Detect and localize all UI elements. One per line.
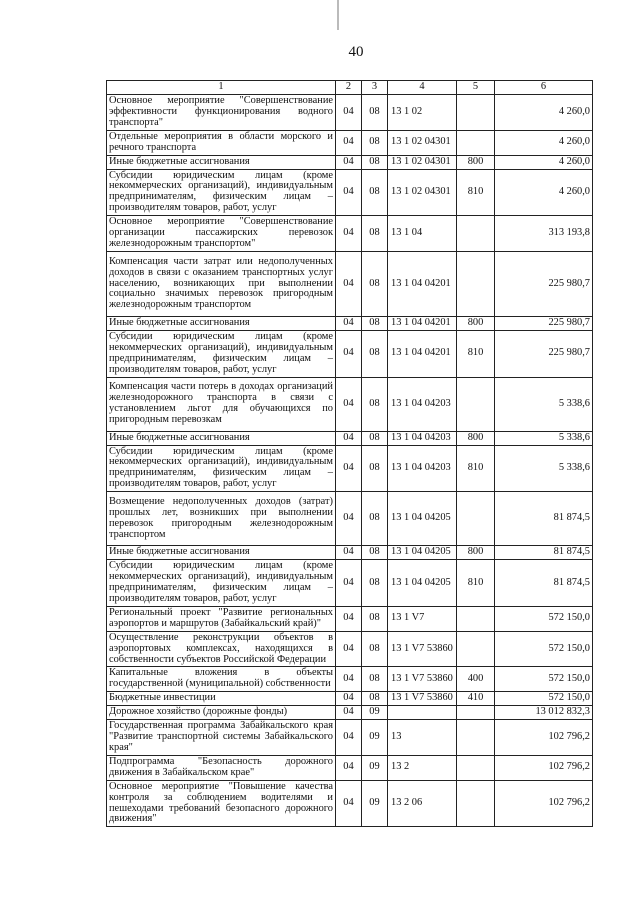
row-amount-cell: 313 193,8: [495, 216, 593, 252]
row-subsection-cell: 08: [362, 546, 388, 560]
row-section-cell: 04: [336, 606, 362, 631]
row-name-cell: Компенсация части потерь в доходах организаций железнодорожного транспорта в связи с установлением льгот для обучающихся по пригородным перевозкам: [107, 377, 336, 431]
row-amount-cell: 13 012 832,3: [495, 706, 593, 720]
row-target-article-cell: 13: [388, 720, 457, 756]
row-subsection-cell: 08: [362, 216, 388, 252]
row-amount-cell: 4 260,0: [495, 155, 593, 169]
row-name-cell: Иные бюджетные ассигнования: [107, 316, 336, 330]
table-row: [107, 377, 593, 431]
row-expense-type-cell: [457, 492, 495, 546]
row-amount-cell: 4 260,0: [495, 95, 593, 131]
table-row: [107, 169, 593, 216]
row-section-cell: 04: [336, 316, 362, 330]
row-amount-cell: 225 980,7: [495, 330, 593, 377]
table-row: [107, 706, 593, 720]
row-expense-type-cell: 800: [457, 316, 495, 330]
row-target-article-cell: [388, 706, 457, 720]
row-subsection-cell: 08: [362, 251, 388, 316]
row-expense-type-cell: 810: [457, 330, 495, 377]
row-subsection-cell: 08: [362, 445, 388, 492]
row-target-article-cell: 13 1 04 04203: [388, 377, 457, 431]
row-target-article-cell: 13 1 02 04301: [388, 169, 457, 216]
row-target-article-cell: 13 1 04 04201: [388, 251, 457, 316]
row-expense-type-cell: 400: [457, 667, 495, 692]
row-target-article-cell: 13 1 04 04205: [388, 560, 457, 607]
row-amount-cell: 5 338,6: [495, 445, 593, 492]
row-expense-type-cell: [457, 216, 495, 252]
row-subsection-cell: 08: [362, 631, 388, 667]
row-amount-cell: 4 260,0: [495, 169, 593, 216]
header-cell: 6: [495, 81, 593, 95]
row-subsection-cell: 08: [362, 377, 388, 431]
table-row: [107, 492, 593, 546]
row-amount-cell: 102 796,2: [495, 780, 593, 827]
row-subsection-cell: 08: [362, 606, 388, 631]
header-cell: 1: [107, 81, 336, 95]
row-expense-type-cell: [457, 130, 495, 155]
row-expense-type-cell: 810: [457, 169, 495, 216]
table-row: [107, 95, 593, 131]
row-section-cell: 04: [336, 667, 362, 692]
row-target-article-cell: 13 1 V7: [388, 606, 457, 631]
row-name-cell: Иные бюджетные ассигнования: [107, 546, 336, 560]
row-subsection-cell: 08: [362, 560, 388, 607]
row-amount-cell: 81 874,5: [495, 560, 593, 607]
row-name-cell: Региональный проект "Развитие региональных аэропортов и маршрутов (Забайкальский край)": [107, 606, 336, 631]
table-row: [107, 130, 593, 155]
row-expense-type-cell: 810: [457, 445, 495, 492]
row-amount-cell: 5 338,6: [495, 377, 593, 431]
row-amount-cell: 572 150,0: [495, 692, 593, 706]
row-expense-type-cell: [457, 780, 495, 827]
table-row: [107, 216, 593, 252]
table-row: [107, 546, 593, 560]
row-target-article-cell: 13 1 02: [388, 95, 457, 131]
row-name-cell: Дорожное хозяйство (дорожные фонды): [107, 706, 336, 720]
table-row: [107, 667, 593, 692]
table-row: [107, 330, 593, 377]
row-name-cell: Компенсация части затрат или недополученных доходов в связи с оказанием транспортных услуг населению, возникающих при выполнении социально значимых перевозок пригородным железнодорожным транспортом: [107, 251, 336, 316]
row-section-cell: 04: [336, 720, 362, 756]
row-subsection-cell: 08: [362, 155, 388, 169]
header-cell: 5: [457, 81, 495, 95]
table-row: [107, 316, 593, 330]
row-expense-type-cell: 810: [457, 560, 495, 607]
row-amount-cell: 225 980,7: [495, 316, 593, 330]
row-name-cell: Государственная программа Забайкальского края "Развитие транспортной системы Забайкальского края": [107, 720, 336, 756]
row-subsection-cell: 08: [362, 130, 388, 155]
row-subsection-cell: 08: [362, 431, 388, 445]
row-expense-type-cell: [457, 606, 495, 631]
row-section-cell: 04: [336, 546, 362, 560]
row-subsection-cell: 08: [362, 492, 388, 546]
row-target-article-cell: 13 1 04 04203: [388, 431, 457, 445]
header-cell: 2: [336, 81, 362, 95]
row-section-cell: 04: [336, 251, 362, 316]
row-expense-type-cell: [457, 720, 495, 756]
row-amount-cell: 102 796,2: [495, 755, 593, 780]
row-section-cell: 04: [336, 169, 362, 216]
row-target-article-cell: 13 1 04 04201: [388, 330, 457, 377]
row-amount-cell: 572 150,0: [495, 667, 593, 692]
row-subsection-cell: 09: [362, 755, 388, 780]
header-cell: 4: [388, 81, 457, 95]
row-section-cell: 04: [336, 560, 362, 607]
row-expense-type-cell: [457, 377, 495, 431]
row-amount-cell: 572 150,0: [495, 631, 593, 667]
row-expense-type-cell: [457, 95, 495, 131]
row-target-article-cell: 13 1 04: [388, 216, 457, 252]
row-name-cell: Возмещение недополученных доходов (затрат) прошлых лет, возникших при выполнении перевозок пригородным железнодорожным транспортом: [107, 492, 336, 546]
row-amount-cell: 4 260,0: [495, 130, 593, 155]
row-name-cell: Основное мероприятие "Совершенствование эффективности функционирования водного транспорта": [107, 95, 336, 131]
row-subsection-cell: 08: [362, 169, 388, 216]
row-amount-cell: 81 874,5: [495, 492, 593, 546]
row-name-cell: Подпрограмма "Безопасность дорожного движения в Забайкальском крае": [107, 755, 336, 780]
row-expense-type-cell: [457, 631, 495, 667]
row-expense-type-cell: [457, 251, 495, 316]
table-row: [107, 445, 593, 492]
row-name-cell: Субсидии юридическим лицам (кроме некоммерческих организаций), индивидуальным предпринимателям, физическим лицам – производителям товаров, работ, услуг: [107, 330, 336, 377]
row-target-article-cell: 13 1 04 04205: [388, 546, 457, 560]
scan-mark: [337, 0, 339, 30]
row-section-cell: 04: [336, 492, 362, 546]
row-section-cell: 04: [336, 631, 362, 667]
row-section-cell: 04: [336, 330, 362, 377]
row-section-cell: 04: [336, 692, 362, 706]
table-row: [107, 631, 593, 667]
row-section-cell: 04: [336, 95, 362, 131]
row-name-cell: Субсидии юридическим лицам (кроме некоммерческих организаций), индивидуальным предпринимателям, физическим лицам – производителям товаров, работ, услуг: [107, 445, 336, 492]
row-name-cell: Иные бюджетные ассигнования: [107, 155, 336, 169]
row-name-cell: Субсидии юридическим лицам (кроме некоммерческих организаций), индивидуальным предпринимателям, физическим лицам – производителям товаров, работ, услуг: [107, 169, 336, 216]
row-expense-type-cell: 410: [457, 692, 495, 706]
row-target-article-cell: 13 1 V7 53860: [388, 667, 457, 692]
table-row: [107, 692, 593, 706]
row-target-article-cell: 13 2: [388, 755, 457, 780]
row-amount-cell: 572 150,0: [495, 606, 593, 631]
row-name-cell: Осуществление реконструкции объектов в аэропортовых комплексах, находящихся в собственности субъектов Российской Федерации: [107, 631, 336, 667]
row-target-article-cell: 13 1 04 04205: [388, 492, 457, 546]
table-row: [107, 560, 593, 607]
budget-table: [106, 80, 593, 827]
table-row: [107, 720, 593, 756]
row-amount-cell: 81 874,5: [495, 546, 593, 560]
table-row: [107, 431, 593, 445]
row-expense-type-cell: 800: [457, 546, 495, 560]
row-subsection-cell: 09: [362, 780, 388, 827]
row-target-article-cell: 13 1 V7 53860: [388, 692, 457, 706]
table-row: [107, 780, 593, 827]
row-target-article-cell: 13 1 02 04301: [388, 155, 457, 169]
row-expense-type-cell: [457, 755, 495, 780]
row-section-cell: 04: [336, 155, 362, 169]
row-subsection-cell: 08: [362, 316, 388, 330]
row-amount-cell: 102 796,2: [495, 720, 593, 756]
row-subsection-cell: 09: [362, 720, 388, 756]
row-target-article-cell: 13 1 V7 53860: [388, 631, 457, 667]
row-target-article-cell: 13 1 04 04203: [388, 445, 457, 492]
row-target-article-cell: 13 1 04 04201: [388, 316, 457, 330]
row-name-cell: Субсидии юридическим лицам (кроме некоммерческих организаций), индивидуальным предпринимателям, физическим лицам – производителям товаров, работ, услуг: [107, 560, 336, 607]
row-target-article-cell: 13 2 06: [388, 780, 457, 827]
row-section-cell: 04: [336, 130, 362, 155]
row-section-cell: 04: [336, 216, 362, 252]
row-amount-cell: 5 338,6: [495, 431, 593, 445]
row-name-cell: Бюджетные инвестиции: [107, 692, 336, 706]
row-amount-cell: 225 980,7: [495, 251, 593, 316]
row-target-article-cell: 13 1 02 04301: [388, 130, 457, 155]
table-row: [107, 755, 593, 780]
row-name-cell: Отдельные мероприятия в области морского и речного транспорта: [107, 130, 336, 155]
row-subsection-cell: 08: [362, 330, 388, 377]
header-cell: 3: [362, 81, 388, 95]
row-expense-type-cell: 800: [457, 431, 495, 445]
header-row: [107, 81, 593, 95]
row-subsection-cell: 09: [362, 706, 388, 720]
table-row: [107, 251, 593, 316]
row-section-cell: 04: [336, 431, 362, 445]
row-section-cell: 04: [336, 780, 362, 827]
table-row: [107, 606, 593, 631]
row-expense-type-cell: 800: [457, 155, 495, 169]
page-number: 40: [348, 44, 364, 60]
row-section-cell: 04: [336, 445, 362, 492]
row-section-cell: 04: [336, 755, 362, 780]
table-row: [107, 155, 593, 169]
row-name-cell: Основное мероприятие "Повышение качества контроля за соблюдением водителями и пешеходами требований безопасного дорожного движения": [107, 780, 336, 827]
row-name-cell: Иные бюджетные ассигнования: [107, 431, 336, 445]
row-section-cell: 04: [336, 706, 362, 720]
row-subsection-cell: 08: [362, 95, 388, 131]
row-subsection-cell: 08: [362, 692, 388, 706]
row-name-cell: Капитальные вложения в объекты государственной (муниципальной) собственности: [107, 667, 336, 692]
row-subsection-cell: 08: [362, 667, 388, 692]
row-expense-type-cell: [457, 706, 495, 720]
row-name-cell: Основное мероприятие "Совершенствование организации пассажирских перевозок железнодорожным транспортом": [107, 216, 336, 252]
row-section-cell: 04: [336, 377, 362, 431]
